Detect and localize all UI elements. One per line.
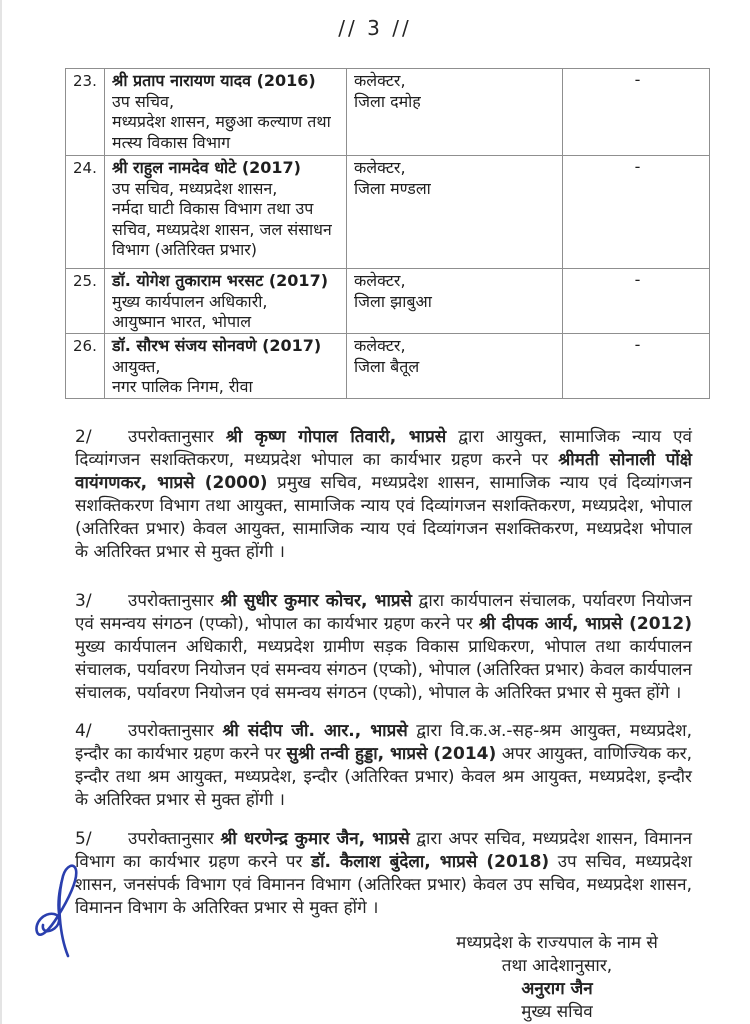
by-order-line: तथा आदेशानुसार, [501, 956, 613, 976]
order-paragraph-3 [75, 590, 692, 705]
posting-line: जिला बैतूल [354, 356, 420, 376]
scan-edge-artifact [0, 0, 2, 1024]
paragraph-text: उपरोक्तानुसार [128, 829, 221, 849]
paragraph-text: प्रमुख सचिव, मध्यप्रदेश शासन, सामाजिक न्याय एवं दिव्यांगजन सशक्तिकरण विभाग तथा आयुक्त, सामाजिक न्याय एवं दिव्यांगजन सशक्तिकरण, मध्यप्रदेश, भोपाल (अतिरिक्त प्रभार) केवल आयुक्त, सामाजिक न्याय एवं दिव्यांगजन सशक्तिकरण, मध्यप्रदेश भोपाल के अतिरिक्त प्रभार से मुक्त होंगी । [75, 473, 692, 562]
serial-cell: 24. [73, 159, 97, 177]
officer-designation: नगर पालिक निगम, रीवा [112, 377, 253, 396]
page-number: // 3 // [338, 16, 412, 40]
posting-line: कलेक्टर, [354, 271, 406, 290]
serial-cell: 25. [73, 272, 97, 290]
serial-cell: 26. [73, 337, 97, 355]
paragraph-text: उपरोक्तानुसार [128, 591, 221, 611]
paragraph-text: उप सचिव, मध्यप्रदेश शासन, जनसंपर्क विभाग एवं विमानन विभाग (अतिरिक्त प्रभार) केवल उप सचिव, मध्यप्रदेश शासन, विमानन विभाग के अतिरिक्त प्रभार से मुक्त होंगे । [75, 852, 692, 918]
new-posting-cell [346, 269, 562, 333]
paragraph-number: 5/ [75, 829, 92, 849]
serial-cell: 23. [73, 72, 97, 90]
posting-line: कलेक्टर, [354, 336, 406, 355]
posting-line: जिला मण्डला [354, 178, 431, 198]
officer-name-bold: श्रीमती सोनाली पोंक्षे वायंगणकर, भाप्रसे (2000) [75, 450, 692, 493]
officer-name: डॉ. सौरभ संजय सोनवणे (2017) [112, 336, 322, 355]
officer-designation: सचिव, मध्यप्रदेश शासन, जल संसाधन [112, 219, 332, 239]
officer-name-cell [104, 334, 346, 398]
table-row [66, 155, 709, 268]
order-paragraph-4 [75, 720, 692, 812]
officer-designation: मुख्य कार्यपालन अधिकारी, [112, 291, 268, 311]
paragraph-text: उपरोक्तानुसार [128, 427, 226, 447]
paragraph-number: 4/ [75, 721, 92, 741]
paragraph-text: द्वारा कार्यपालन संचालक, पर्यावरण नियोजन एवं समन्वय संगठन (एप्को), भोपाल का कार्यभार ग्रहण करने पर [75, 591, 692, 634]
new-posting-cell [346, 156, 562, 268]
officer-name: श्री प्रताप नारायण यादव (2016) [112, 71, 316, 90]
officer-designation: मध्यप्रदेश शासन, मछुआ कल्याण तथा [112, 112, 331, 131]
officer-name: श्री राहुल नामदेव धोटे (2017) [112, 158, 301, 177]
paragraph-text: द्वारा वि.क.अ.-सह-श्रम आयुक्त, मध्यप्रदेश, इन्दौर का कार्यभार ग्रहण करने पर [75, 721, 692, 764]
officer-name-bold: श्री संदीप जी. आर., भाप्रसे [222, 721, 408, 741]
paragraph-text: अपर आयुक्त, वाणिज्यिक कर, इन्दौर तथा श्रम आयुक्त, मध्यप्रदेश, इन्दौर (अतिरिक्त प्रभार) केवल श्रम आयुक्त, मध्यप्रदेश, इन्दौर के अतिरिक्त प्रभार से मुक्त होंगी । [75, 744, 692, 810]
officer-designation: विभाग (अतिरिक्त प्रभार) [112, 240, 258, 259]
posting-line: जिला दमोह [354, 91, 421, 111]
officer-name-cell [104, 269, 346, 333]
posting-line: कलेक्टर, [354, 71, 406, 90]
issuing-authority-line: मध्यप्रदेश के राज्यपाल के नाम से [456, 933, 658, 953]
remark-cell: - [562, 334, 711, 398]
order-paragraph-2 [75, 426, 692, 564]
officer-name-bold: डॉ. कैलाश बुंदेला, भाप्रसे (2018) [311, 852, 550, 872]
officer-name-bold: सुश्री तन्वी हुड्डा, भाप्रसे (2014) [286, 744, 497, 764]
remark-cell: - [562, 156, 711, 268]
table-row [66, 268, 709, 333]
officer-designation: आयुक्त, [112, 356, 161, 376]
officer-designation: आयुष्मान भारत, भोपाल [112, 312, 252, 331]
paragraph-number: 2/ [75, 427, 92, 447]
signature-block [427, 932, 687, 1024]
remark-cell: - [562, 69, 711, 155]
officer-name-cell [104, 69, 346, 155]
officer-name: डॉ. योगेश तुकाराम भरसट (2017) [112, 271, 329, 290]
paragraph-number: 3/ [75, 591, 92, 611]
table-row [66, 69, 709, 155]
new-posting-cell [346, 334, 562, 398]
signatory-title: मुख्य सचिव [521, 1002, 593, 1022]
posting-line: जिला झाबुआ [354, 291, 432, 311]
new-posting-cell [346, 69, 562, 155]
paragraph-text: द्वारा अपर सचिव, मध्यप्रदेश शासन, विमानन विभाग का कार्यभार ग्रहण करने पर [75, 829, 692, 872]
paragraph-text: उपरोक्तानुसार [128, 721, 223, 741]
officer-designation: नर्मदा घाटी विकास विभाग तथा उप [112, 199, 314, 218]
officer-name-bold: श्री कृष्ण गोपाल तिवारी, भाप्रसे [225, 427, 447, 447]
remark-cell: - [562, 269, 711, 333]
officer-designation: उप सचिव, [112, 91, 175, 111]
handwritten-signature [16, 858, 92, 968]
officer-name-bold: श्री सुधीर कुमार कोचर, भाप्रसे [220, 591, 413, 611]
posting-line: कलेक्टर, [354, 158, 406, 177]
table-row [66, 333, 709, 398]
officer-name-bold: श्री दीपक आर्य, भाप्रसे (2012) [478, 614, 692, 634]
officer-designation: मत्स्य विकास विभाग [112, 132, 231, 152]
signatory-name: अनुराग जैन [521, 979, 593, 999]
officer-transfer-table [65, 68, 710, 399]
officer-name-bold: श्री धरणेन्द्र कुमार जैन, भाप्रसे [220, 829, 410, 849]
order-paragraph-5 [75, 828, 692, 920]
paragraph-text: मुख्य कार्यपालन अधिकारी, मध्यप्रदेश ग्रामीण सड़क विकास प्राधिकरण, भोपाल तथा कार्यपालन संचालक, पर्यावरण नियोजन एवं समन्वय संगठन (एप्को), भोपाल (अतिरिक्त प्रभार) केवल कार्यपालन संचालक, पर्यावरण नियोजन एवं समन्वय संगठन (एप्को), भोपाल के अतिरिक्त प्रभार से मुक्त होंगे । [75, 637, 692, 703]
officer-name-cell [104, 156, 346, 268]
officer-designation: उप सचिव, मध्यप्रदेश शासन, [112, 178, 278, 198]
paragraph-text: द्वारा आयुक्त, सामाजिक न्याय एवं दिव्यांगजन सशक्तिकरण, मध्यप्रदेश भोपाल का कार्यभार ग्रहण करने पर [75, 427, 692, 470]
